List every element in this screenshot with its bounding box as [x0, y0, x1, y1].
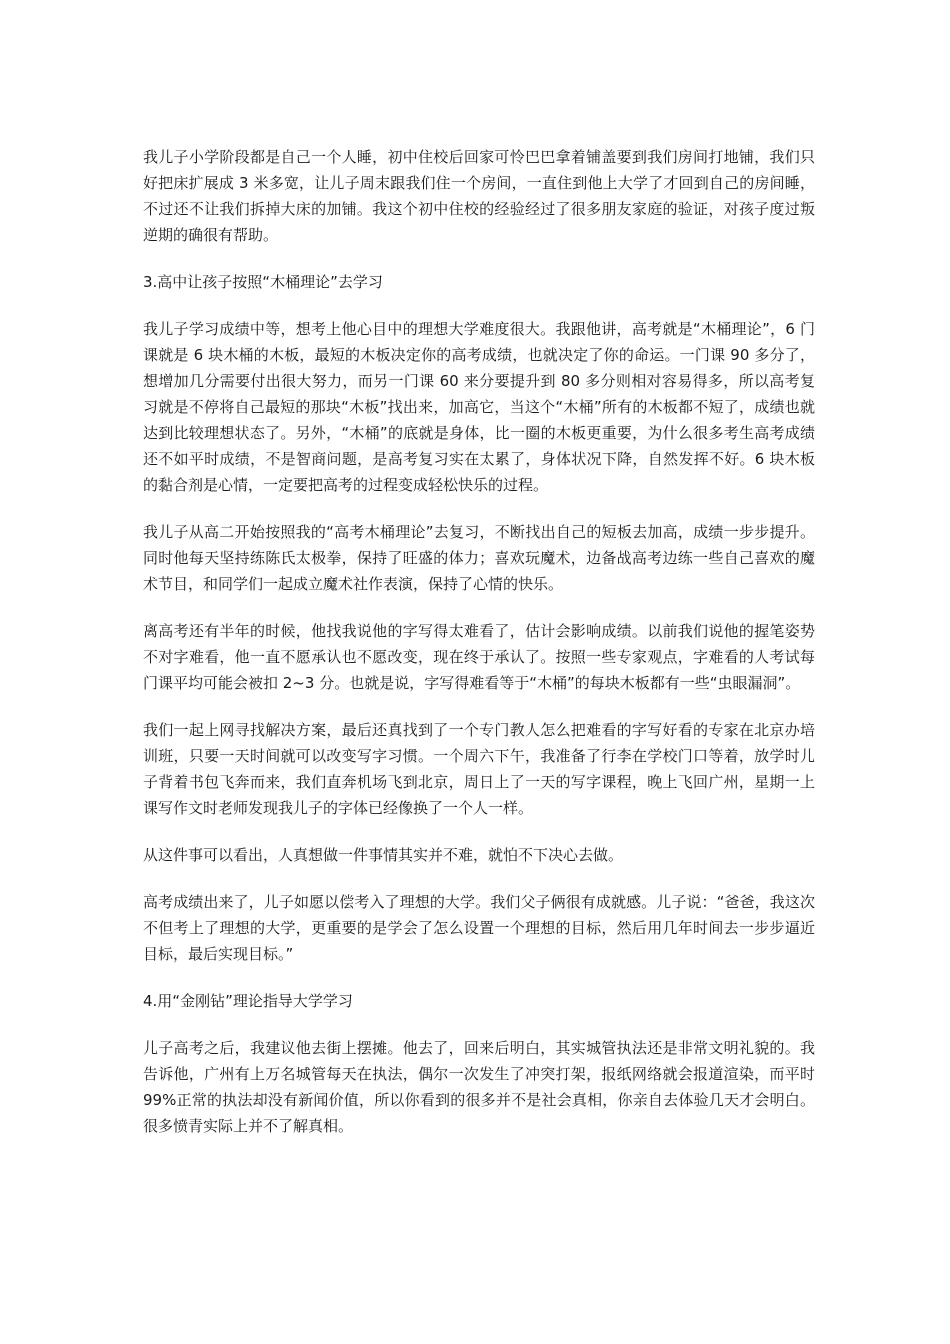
paragraph-determination: 从这件事可以看出，人真想做一件事情其实并不难，就怕不下决心去做。: [143, 846, 624, 864]
paragraph-barrel-theory: 我儿子学习成绩中等，想考上他心目中的理想大学难度很大。我跟他讲，高考就是“木桶理论”，6 门课就是 6 块木桶的木板，最短的木板决定你的高考成绩，也就决定了你的命运。一门课 90 多分了，想增加几分需要付出很大努力，而另一门课 60 来分要提升到 80 多分则相对容易得多，所以高考复习就是不停将自己最短的那块“木板”找出来，加高它，当这个“木桶”所有的木板都不短了，成绩也就达到比较理想状态了。另外，“木桶”的底就是身体，比一圈的木板更重要，为什么很多考生高考成绩还不如平时成绩，不是智商问题，是高考复习实在太累了，身体状况下降，自然发挥不好。6 块木板的黏合剂是心情，一定要把高考的过程变成轻松快乐的过程。: [143, 320, 815, 494]
paragraph-review-method: 我儿子从高二开始按照我的“高考木桶理论”去复习，不断找出自己的短板去加高，成绩一步步提升。同时他每天坚持练陈氏太极拳，保持了旺盛的体力；喜欢玩魔术，边备战高考边练一些自己喜欢的魔术节目，和同学们一起成立魔术社作表演，保持了心情的快乐。: [143, 523, 815, 593]
document-page: [143, 144, 815, 1160]
section-heading-4: 4.用“金刚钻”理论指导大学学习: [143, 992, 353, 1010]
paragraph-street-stall: 儿子高考之后，我建议他去街上摆摊。他去了，回来后明白，其实城管执法还是非常文明礼貌的。我告诉他，广州有上万名城管每天在执法，偶尔一次发生了冲突打架，报纸网络就会报道渲染，而平时 99%正常的执法却没有新闻价值，所以你看到的很多并不是社会真相，你亲自去体验几天才会明白。很多愤青实际上并不了解真相。: [143, 1039, 815, 1135]
section-heading-3: 3.高中让孩子按照“木桶理论”去学习: [143, 273, 383, 291]
paragraph-dorm-experience: 我儿子小学阶段都是自己一个人睡，初中住校后回家可怜巴巴拿着铺盖要到我们房间打地铺，我们只好把床扩展成 3 米多宽，让儿子周末跟我们住一个房间，一直住到他上大学了才回到自己的房间睡，不过还不让我们拆掉大床的加铺。我这个初中住校的经验经过了很多朋友家庭的验证，对孩子度过叛逆期的确很有帮助。: [143, 148, 815, 244]
paragraph-training-class: 我们一起上网寻找解决方案，最后还真找到了一个专门教人怎么把难看的字写好看的专家在北京办培训班，只要一天时间就可以改变写字习惯。一个周六下午，我准备了行李在学校门口等着，放学时儿子背着书包飞奔而来，我们直奔机场飞到北京，周日上了一天的写字课程，晚上飞回广州，星期一上课写作文时老师发现我儿子的字体已经像换了一个人一样。: [143, 721, 815, 817]
paragraph-handwriting: 离高考还有半年的时候，他找我说他的字写得太难看了，估计会影响成绩。以前我们说他的握笔姿势不对字难看，他一直不愿承认也不愿改变，现在终于承认了。按照一些专家观点，字难看的人考试每门课平均可能会被扣 2~3 分。也就是说，字写得难看等于“木桶”的每块木板都有一些“虫眼漏洞”。: [143, 622, 815, 692]
paragraph-exam-result: 高考成绩出来了，儿子如愿以偿考入了理想的大学。我们父子俩很有成就感。儿子说：“爸爸，我这次不但考上了理想的大学，更重要的是学会了怎么设置一个理想的目标，然后用几年时间去一步步逼近目标，最后实现目标。”: [143, 893, 815, 963]
